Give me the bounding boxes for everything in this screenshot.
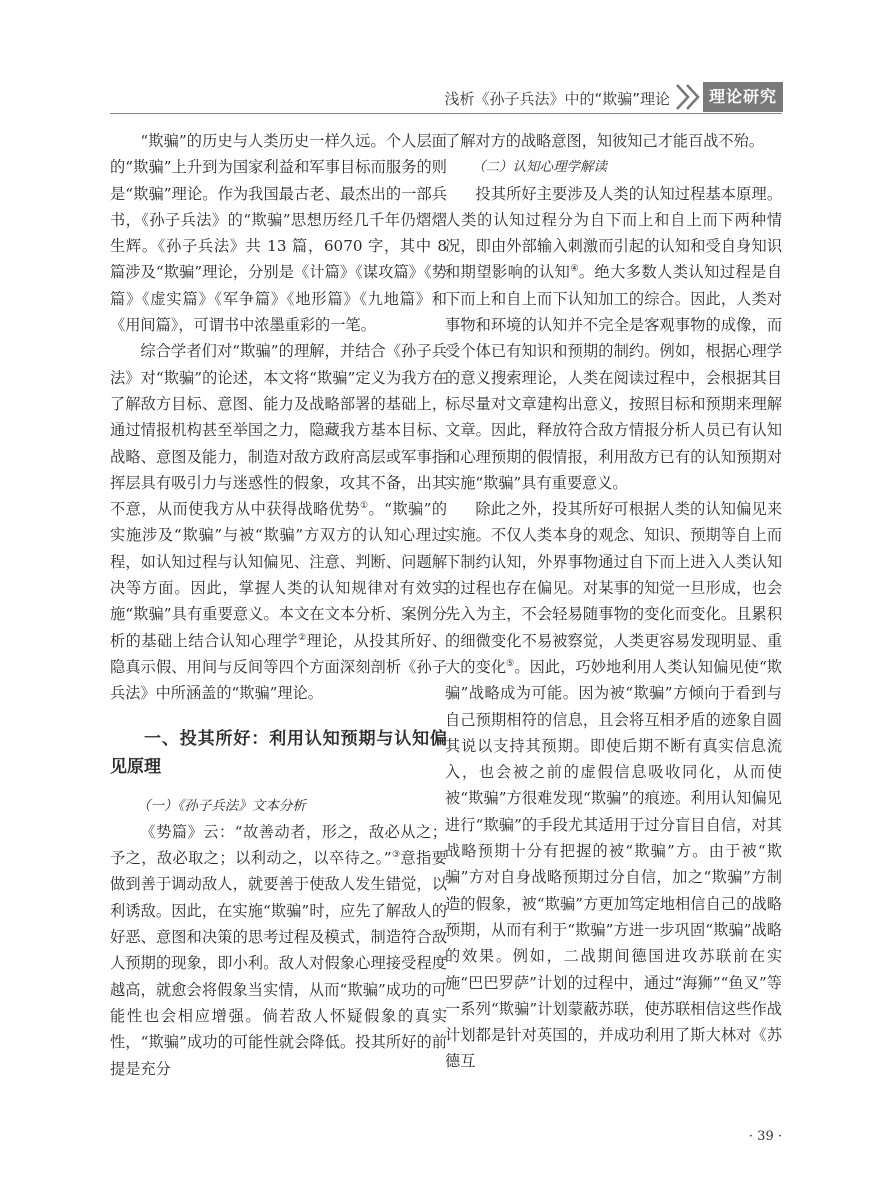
text-run: 除此之外，投其所好可根据人类的认知偏见来实施。不仅人类本身的观念、知识、预期等自上而下制约认知，外界事物通过自下而上进入人类认知的过程也存在偏见。对某事的知觉一旦形成，也会先入为主，不会轻易随事物的变化而变化。且累积的细微变化不易被察觉，人类更容易发现明显、重大的变化 [445, 500, 782, 676]
right-column [445, 128, 782, 1075]
footnote-ref-1: ① [360, 501, 369, 512]
header-divider [110, 113, 782, 114]
running-header-title: 浅析《孙子兵法》中的“欺骗”理论 [444, 90, 670, 108]
footnote-ref-5: ⑤ [506, 658, 515, 669]
text-run: 理论，从投其所好、隐真示假、用间与反间等四个方面深刻剖析《孙子兵法》中所涵盖的“欺骗”理论。 [110, 631, 448, 703]
paragraph-continuation: 了解对方的战略意图，知彼知己才能百战不殆。 [445, 132, 764, 150]
text-run: 意指要做到善于调动敌人，就要善于使敌人发生错觉，以利诱敌。因此，在实施“欺骗”时，应先了解敌人的好恶、意图和决策的思考过程及模式，制造符合敌人预期的现象，即小利。敌人对假象心理接受程度越高，就愈会将假象当实情，从而“欺骗”成功的可能性也会相应增强。倘若敌人怀疑假象的真实性，“欺骗”成功的可能性就会降低。投其所好的前提是充分 [110, 849, 448, 1078]
page-number: · 39 · [748, 1129, 782, 1144]
double-chevron-icon [673, 82, 705, 112]
text-run: 《势篇》云：“故善动者，形之，敌必从之；予之，敌必取之；以利动之，以卒待之。” [110, 822, 447, 868]
subsection-heading: （一）《孙子兵法》文本分析 [137, 797, 306, 814]
footnote-ref-2: ② [297, 632, 307, 643]
paragraph-intro: “欺骗”的历史与人类历史一样久远。个人层面的“欺骗”上升到为国家利益和军事目标而服务的则是“欺骗”理论。作为我国最古老、最杰出的一部兵书，《孙子兵法》的“欺骗”思想历经几千年仍熠熠生辉。《孙子兵法》共 13 篇，6070 字，其中 8 篇涉及“欺骗”理论，分别是《计篇》《谋攻篇》《势篇》《虚实篇》《军争篇》《地形篇》《九地篇》和《用间篇》，可谓书中浓墨重彩的一笔。 [110, 132, 447, 335]
text-run: 。因此，巧妙地利用人类认知偏见使“欺骗”战略成为可能。因为被“欺骗”方倾向于看到与自己预期相符的信息，且会将互相矛盾的迹象自圆其说以支持其预期。即使后期不断有真实信息流入，也会被之前的虚假信息吸收同化，从而使被“欺骗”方很难发现“欺骗”的痕迹。利用认知偏见进行“欺骗”的手段尤其适用于过分盲目自信，对其战略预期十分有把握的被“欺骗”方。由于被“欺骗”方对自身战略预期过分自信，加之“欺骗”方制造的假象，被“欺骗”方更加笃定地相信自己的战略预期，从而有利于“欺骗”方进一步巩固“欺骗”战略的效果。例如，二战期间德国进攻苏联前在实施“巴巴罗萨”计划的过程中，通过“海狮”“鱼叉”等一系列“欺骗”计划蒙蔽苏联，使苏联相信这些作战计划都是针对英国的，并成功利用了斯大林对《苏德互 [445, 657, 782, 1071]
text-run: 投其所好主要涉及人类的认知过程基本原理。人类的认知过程分为自下而上和自上而下两种情况，即由外部输入刺激而引起的认知和受自身知识和期望影响的认知 [445, 184, 782, 282]
section-badge: 理论研究 [703, 82, 783, 112]
text-run: 。绝大多数人类认知过程是自下而上和自上而下认知加工的综合。因此，人类对事物和环境的认知并不完全是客观事物的成像，而受个体已有知识和预期的制约。例如，根据心理学的意义搜索理论，人类在阅读过程中，会根据其目标尽量对文章建构出意义，按照目标和预期来理解文章。因此，释放符合敌方情报分析人员已有认知和心理预期的假情报，利用敌方已有的认知预期对实施“欺骗”具有重要意义。 [445, 263, 783, 492]
text-run: 综合学者们对“欺骗”的理解，并结合《孙子兵法》对“欺骗”的论述，本文将“欺骗”定义为我方在了解敌方目标、意图、能力及战略部署的基础上，通过情报机构甚至举国之力，隐藏我方基本目标、战略、意图及能力，制造对敌方政府高层或军事指挥层具有吸引力与迷惑性的假象，攻其不备，出其不意，从而使我方从中获得战略优势 [110, 342, 447, 519]
paragraph-shipian [110, 819, 447, 1082]
subsection-heading: （二）认知心理学解读 [472, 159, 607, 176]
paragraph-definition [110, 338, 447, 706]
paragraph-cognition [445, 181, 782, 497]
footnote-ref-3: ③ [391, 850, 401, 861]
footnote-ref-4: ④ [570, 264, 579, 275]
running-header [0, 80, 890, 116]
left-column [110, 128, 447, 1082]
text-run: 。“欺骗”的实施涉及“欺骗”与被“欺骗”方双方的认知心理过程，如认知过程与认知偏见、注意、判断、问题解决等方面。因此，掌握人类的认知规律对有效实施“欺骗”具有重要意义。本文在文本分析、案例分析的基础上结合认知心理学 [110, 500, 448, 650]
section-heading: 一、投其所好：利用认知预期与认知偏见原理 [110, 728, 447, 777]
paragraph-bias [445, 496, 782, 1075]
